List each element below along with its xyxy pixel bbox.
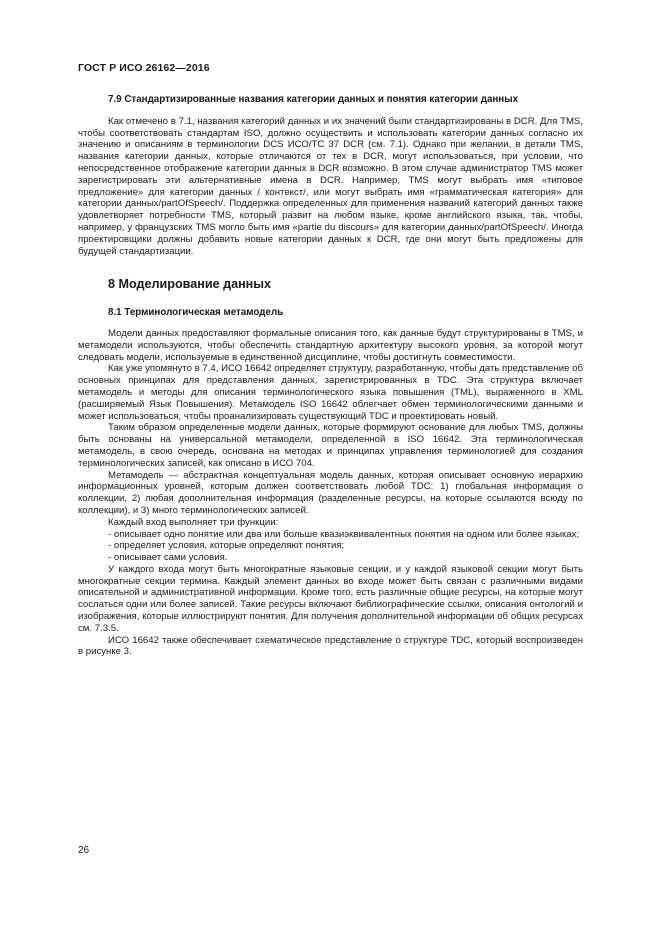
paragraph: ИСО 16642 также обеспечивает схематическое представление о структуре TDC, который воспроизведен в рисунке 3. bbox=[78, 634, 583, 658]
paragraph: Модели данных предоставляют формальные описания того, как данные будут структурированы в TMS, и метамодели используются, чтобы обеспечить стандартную архитектуру высокого уровня, за которой могут следовать модели, используемые в единственной дисциплине, чтобы достигнуть совместимости. bbox=[78, 327, 583, 363]
page-number: 26 bbox=[78, 845, 90, 856]
document-header: ГОСТ Р ИСО 26162—2016 bbox=[78, 62, 210, 74]
paragraph: Как уже упомянуто в 7.4, ИСО 16642 определяет структуру, разработанную, чтобы дать представление об основных принципах для представления данных, зарегистрированных в TDC. Эта структура включает метамодель и методы для описания терминологического языка повышения (TML), выраженного в XML (расширяемый Язык Повышения). Метамодель ISO 16642 облегчает обмен терминологическими данными и может использоваться, чтобы проанализировать существующий TDC и проектировать новый. bbox=[78, 363, 583, 422]
document-body bbox=[78, 94, 583, 658]
section-7-9-paragraph: Как отмечено в 7.1, названия категорий данных и их значений были стандартизированы в DCR. Для TMS, чтобы соответствовать стандартам ISO, должно осуществить и использовать категории данных согласно их значению и описаниям в терминологии DCS ИСО/TC 37 DCR (см. 7.1). Однако при желании, в детали TMS, названия категории данных, которые отличаются от тех в DCR, могут использоваться, при условии, что непосредственное отображение категории данных в DCR возможно. В этом случае администратор TMS может зарегистрировать эти альтернативные имена в DCR. Например, TMS могут выбрать имя «типовое предложение» для категории данных / контекст/, или могут выбрать имя «грамматическая категория» для категории данных/partOfSpeech/. Поддержка определенных для применения названий категорий данных также удовлетворяет потребности TMS, который развит на любом языке, кроме английского языка, так, чтобы, например, у французских TMS могло быть имя «partie du discours» для категории данных/partOfSpeech/. Иногда проектировщики должны добавить новые категории данных к DCR, где они могут быть предложены для будущей стандартизации. bbox=[78, 115, 583, 257]
paragraph: Метамодель — абстрактная концептуальная модель данных, которая описывает основную иерархию информационных уровней, которым должен соответствовать любой TDC: 1) глобальная информация о коллекции, 2) любая дополнительная информация (разделенные ресурсы, на которые ссылаются всюду по коллекции), и 3) много терминологических записей. bbox=[78, 469, 583, 516]
paragraph: Каждый вход выполняет три функции: bbox=[108, 516, 279, 528]
section-8-heading: 8 Моделирование данных bbox=[108, 277, 272, 292]
paragraph: У каждого входа могут быть многократные языковые секции, и у каждой языковой секции могут быть многократные секции термина. Каждый элемент данных во входе может быть связан с различными видами описательной и административной информации. Кроме того, есть различные общие ресурсы, на которые могут сослаться одни или более записей. Такие ресурсы включают библиографические ссылки, описания онтологий и изображения, которые иллюстрируют понятия. Для получения дополнительной информации об общих ресурсах см. 7.3.5. bbox=[78, 563, 583, 634]
list-item: - описывает сами условия. bbox=[108, 552, 228, 564]
list-item: - описывает одно понятие или два или больше квазиэквивалентных понятия на одном или более языках; bbox=[108, 528, 580, 540]
section-8-1-heading: 8.1 Терминологическая метамодель bbox=[108, 307, 284, 319]
section-7-9-heading: 7.9 Стандартизированные названия категории данных и понятия категории данных bbox=[108, 94, 519, 105]
list-item: - определяет условия, которые определяют понятия; bbox=[108, 540, 345, 552]
paragraph: Таким образом определенные модели данных, которые формируют основание для любых TMS, должны быть основаны на универсальной метамодели, определенной в ISO 16642. Эта терминологическая метамодель, в свою очередь, основана на методах и принципах управления терминологией для создания терминологических записей, как описано в ИСО 704. bbox=[78, 422, 583, 469]
